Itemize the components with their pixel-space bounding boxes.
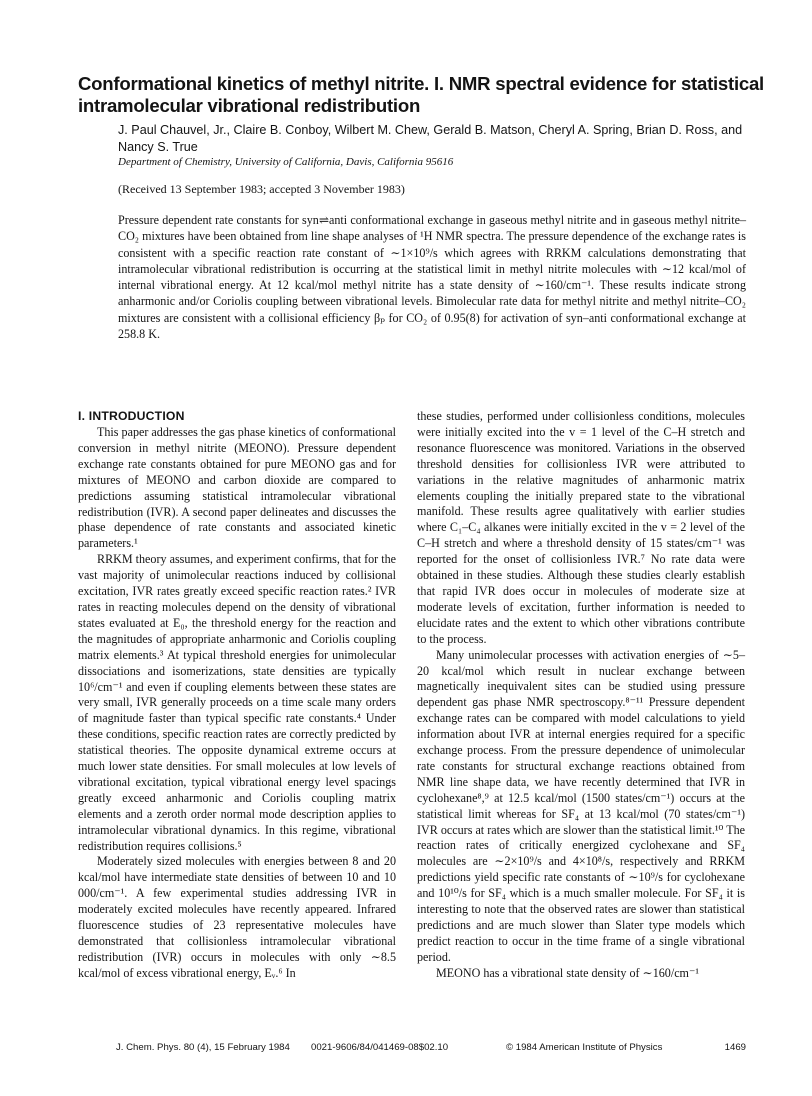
paragraph: these studies, performed under collisionless conditions, molecules were initially excited into the v = 1 level of the C–H stretch and resonance fluorescence was monitored. Variations in the observed threshold densities for collisionless IVR were attributed to variations in the relative magnitudes of anharmonic matrix elements coupling the initially prepared state to the vibrational manifold. These results agree qualitatively with earlier studies where C₁–C₄ alkanes were initially excited in the v = 2 level of the C–H stretch and where a threshold density of 15 states/cm⁻¹ was reported for the onset of collisionless IVR.⁷ No rate data were obtained in these studies. Although these studies clearly establish that rapid IVR does occur in molecules of moderate size at moderate levels of excitation, further information is needed to elucidate rates and the extent to which other vibrations contribute to the process. — [417, 409, 745, 646]
page-number: 1469 — [724, 1042, 746, 1053]
paragraph: MEONO has a vibrational state density of ∼160/cm⁻¹ — [436, 965, 699, 980]
received-date: (Received 13 September 1983; accepted 3 November 1983) — [118, 182, 405, 196]
author-list: J. Paul Chauvel, Jr., Claire B. Conboy, Wilbert M. Chew, Gerald B. Matson, Cheryl A. Spring, Brian D. Ross, and Nancy S. True — [118, 123, 743, 154]
paragraph: RRKM theory assumes, and experiment confirms, that for the vast majority of unimolecular reactions induced by collisional excitation, IVR rates greatly exceed specific reaction rates.² IVR rates in reacting molecules depend on the density of vibrational states evaluated at E₀, the threshold energy for the reaction and the magnitudes of appropriate anharmonic and Coriolis coupling matrix elements.³ At typical threshold energies for unimolecular dissociations and isomerizations, state densities are typically 10⁶/cm⁻¹ and even if coupling elements between these states are very small, IVR generally proceeds on a time scale many orders of magnitude faster than typical specific rate constants.⁴ Under these conditions, specific reaction rates are correctly predicted by statistical theories. The opposite dynamical extreme occurs at much lower state densities. For small molecules at low levels of vibrational excitation, typical vibrational energy level spacings greatly exceed anharmonic and Coriolis coupling matrix elements and a zeroth order normal mode description applies to intramolecular vibrational dynamics. In this regime, vibrational redistribution requires collisions.⁵ — [78, 552, 396, 853]
footer-copyright: © 1984 American Institute of Physics — [506, 1042, 663, 1053]
abstract: Pressure dependent rate constants for syn⇌anti conformational exchange in gaseous methyl nitrite and in gaseous methyl nitrite–CO₂ mixtures have been obtained from line shape analyses of ¹H NMR spectra. The pressure dependence of the exchange rates is consistent with a specific reaction rate constant of ∼1×10⁹/s which agrees with RRKM calculations demonstrating that intramolecular vibrational redistribution is occurring at the statistical limit in methyl nitrite molecules with ∼12 kcal/mol of internal vibrational energy. At 12 kcal/mol methyl nitrite has a state density of ∼160/cm⁻¹. These results indicate strong anharmonic and/or Coriolis coupling between vibrational levels. Bimolecular rate data for methyl nitrite and methyl nitrite–CO₂ mixtures are consistent with a collisional efficiency βₚ for CO₂ of 0.95(8) for activation of syn–anti conformational exchange at 258.8 K. — [118, 213, 746, 342]
section-heading-introduction: I. INTRODUCTION — [78, 409, 185, 423]
footer-journal-citation: J. Chem. Phys. 80 (4), 15 February 1984 — [116, 1042, 290, 1053]
paragraph: This paper addresses the gas phase kinetics of conformational conversion in methyl nitrite (MEONO). Pressure dependent exchange rate constants obtained for pure MEONO gas and for mixtures of MEONO and carbon dioxide are compared to predictions assuming statistical intramolecular vibrational redistribution (IVR). A second paper delineates and discusses the phase dependence of rate constants and associated kinetic parameters.¹ — [78, 425, 396, 551]
page-footer — [116, 1042, 746, 1056]
paper-title: Conformational kinetics of methyl nitrite. I. NMR spectral evidence for statistical intramolecular vibrational redistribution — [78, 73, 764, 116]
right-text-column — [417, 409, 745, 982]
left-text-column — [78, 425, 396, 982]
footer-article-code: 0021-9606/84/041469-08$02.10 — [311, 1042, 449, 1053]
affiliation: Department of Chemistry, University of California, Davis, California 95616 — [118, 156, 454, 168]
paragraph: Moderately sized molecules with energies between 8 and 20 kcal/mol have intermediate state densities of between 10 and 10 000/cm⁻¹. A few experimental studies addressing IVR in moderately excited molecules have recently appeared. Infrared fluorescence studies of 23 representative molecules have demonstrated that collisionless intramolecular vibrational redistribution (IVR) occurs in molecules with only ∼8.5 kcal/mol of excess vibrational energy, Eᵥ.⁶ In — [78, 854, 396, 980]
paragraph: Many unimolecular processes with activation energies of ∼5–20 kcal/mol which result in nuclear exchange between magnetically inequivalent sites can be studied using pressure dependent gas phase NMR spectroscopy.⁸⁻¹¹ Pressure dependent exchange rates can be compared with model calculations to yield information about IVR at internal energies required for a specific exchange process. From the pressure dependence of unimolecular rate constants for structural exchange reactions obtained from NMR line shape data, we have recently determined that IVR in cyclohexane⁸,⁹ at 12.5 kcal/mol (1500 states/cm⁻¹) occurs at the statistical limit whereas for SF₄ at 13 kcal/mol (70 states/cm⁻¹) IVR occurs at rates which are slower than the statistical limit.¹⁰ The reaction rates of critically energized cyclohexane and SF₄ molecules are ∼2×10⁹/s and 4×10⁸/s, respectively and RRKM predictions yield specific rate constants of ∼10⁹/s for cyclohexane and 10¹⁰/s for SF₄ which is a much smaller molecule. For SF₄ it is interesting to note that the observed rates are slower than statistical predictions and are much slower than Slater type models which predict reaction to occur in the time frame of a single vibrational period. — [417, 647, 745, 964]
